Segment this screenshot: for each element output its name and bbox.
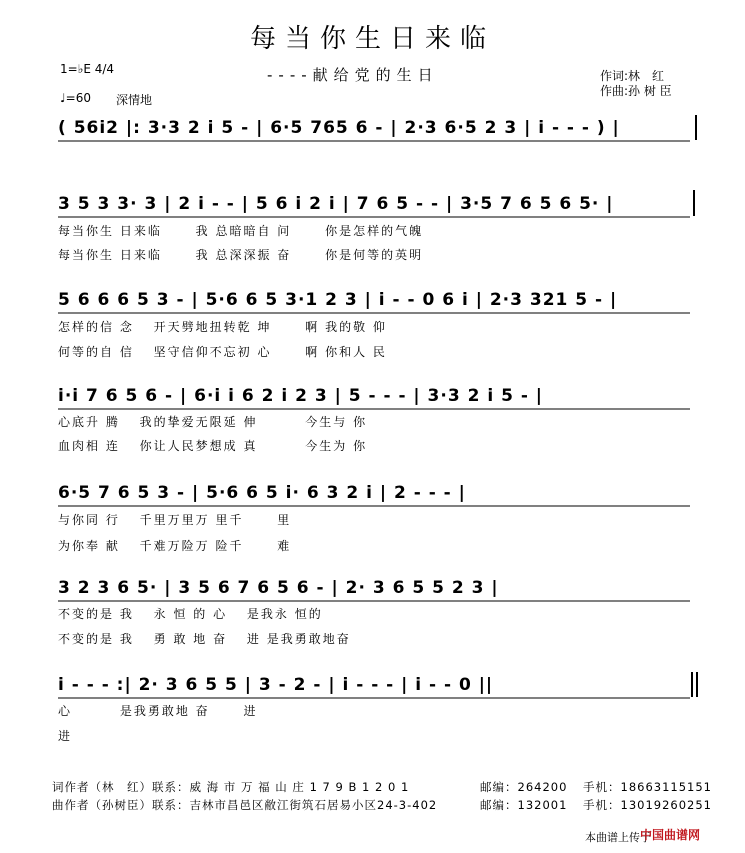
- score-line-5-notes: 3 2 3 6 5· | 3 5 6 7 6 5 6 - | 2· 3 6 5 5 2 3 |: [58, 578, 499, 598]
- expression-mark: 深情地: [116, 93, 153, 107]
- song-subtitle: ----献给党的生日: [267, 66, 439, 84]
- score-line-2-lyrics-1: 怎样的信 念 开天劈地扭转乾 坤 啊 我的敬 仰: [58, 320, 387, 334]
- composer-contact: 曲作者（孙树臣）联系：吉林市昌邑区敝江街筑石居易小区24-3-402: [52, 798, 438, 812]
- score-line-4-notes: 6·5 7 6 5 3 - | 5·6 6 5 i· 6 3 2 i | 2 - - - |: [58, 483, 466, 503]
- score-line-5-lyrics-1: 不变的是 我 永 恒 的 心 是我永 恒的: [58, 607, 323, 621]
- score-line-4-lyrics-1: 与你同 行 千里万里万 里千 里: [58, 513, 292, 527]
- composer-credit: 作曲:孙 树 臣: [600, 84, 672, 98]
- score-line-2-lyrics-2: 何等的自 信 坚守信仰不忘初 心 啊 你和人 民: [58, 345, 387, 359]
- score-line-3-notes: i·i 7 6 5 6 - | 6·i i 6 2 i 2 3 | 5 - - - | 3·3 2 i 5 - |: [58, 386, 544, 406]
- score-line-6-lyrics-1: 心 是我勇敢地 奋 进: [58, 704, 258, 718]
- score-line-4-lyrics-2: 为你奉 献 千难万险万 险千 难: [58, 539, 292, 553]
- score-line-3-lyrics-1: 心底升 腾 我的挚爱无限延 伸 今生与 你: [58, 415, 368, 429]
- tempo-mark: ♩=60: [60, 91, 91, 105]
- site-logo[interactable]: [640, 826, 700, 843]
- key-signature: 1=♭E 4/4: [60, 62, 115, 76]
- score-line-3-lyrics-2: 血肉相 连 你让人民梦想成 真 今生为 你: [58, 439, 368, 453]
- lyricist-credit: 作词:林 红: [600, 69, 665, 83]
- score-line-5-lyrics-2: 不变的是 我 勇 敢 地 奋 进 是我勇敢地奋: [58, 632, 351, 646]
- score-line-1-lyrics-2: 每当你生 日来临 我 总深深振 奋 你是何等的英明: [58, 248, 424, 262]
- upload-note: 本曲谱上传于: [585, 831, 651, 844]
- score-line-6-lyrics-2: 进: [58, 729, 73, 743]
- lyricist-contact: 词作者（林 红）联系：威 海 市 万 福 山 庄 1 7 9 B 1 2 0 1: [52, 780, 410, 794]
- score-line-1-lyrics-1: 每当你生 日来临 我 总暗暗自 问 你是怎样的气魄: [58, 224, 424, 238]
- site-logo-text: 中国曲谱网: [640, 828, 701, 842]
- lyricist-postcode: 邮编：264200: [480, 780, 568, 794]
- composer-postcode: 邮编：132001: [480, 798, 568, 812]
- score-line-6-notes: i - - - :| 2· 3 6 5 5 | 3 - 2 - | i - - - | i - - 0 ||: [58, 675, 494, 695]
- lyricist-phone: 手机：18663115151: [583, 780, 712, 794]
- composer-phone: 手机：13019260251: [583, 798, 712, 812]
- score-intro: ( 56i2 |: 3·3 2 i 5 - | 6·5 765 6 - | 2·3 6·5 2 3 | i - - - ) |: [58, 118, 620, 138]
- score-line-1-notes: 3 5 3 3· 3 | 2 i - - | 5 6 i 2 i | 7 6 5 - - | 3·5 7 6 5 6 5· |: [58, 194, 614, 214]
- score-line-2-notes: 5 6 6 6 5 3 - | 5·6 6 5 3·1 2 3 | i - - 0 6 i | 2·3 321 5 - |: [58, 290, 618, 310]
- song-title: 每当你生日来临: [249, 24, 495, 54]
